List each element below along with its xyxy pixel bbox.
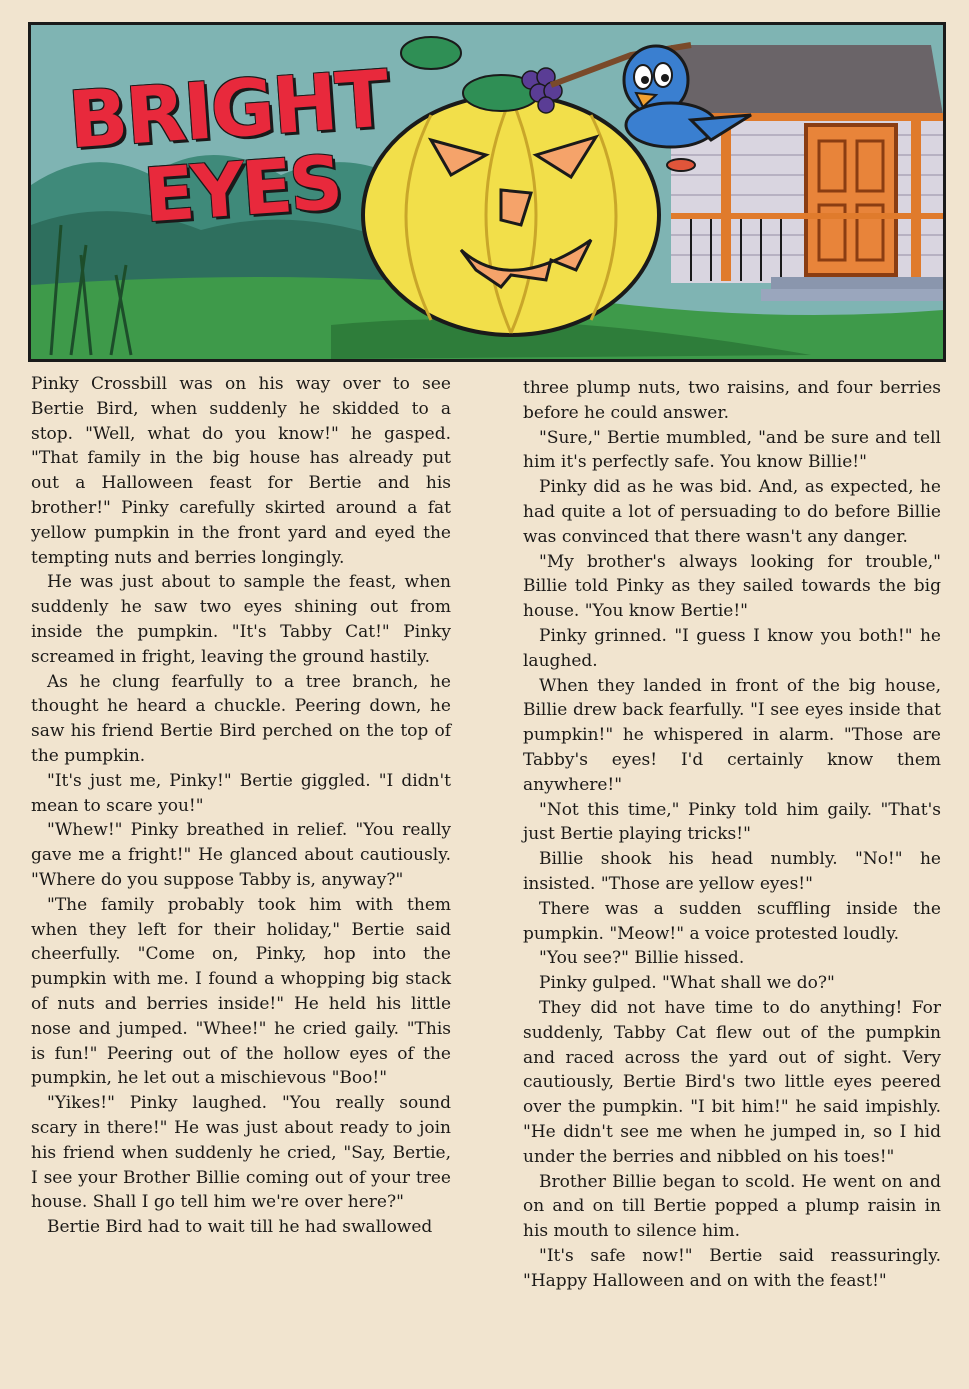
story-title [65,54,406,240]
paragraph: Brother Billie began to scold. He went on and on and on till Bertie popped a plump raisin in his mouth to silence him. [523,1171,941,1242]
paragraph: "The family probably took him with them when they left for their holiday," Bertie said cheerfully. "Come on, Pinky, hop into the pumpkin with me. I found a whopping big stack of nuts and berries inside!" He held his little nose and jumped. "Whee!" he cried gaily. "This is fun!" Peering out of the hollow eyes of the pumpkin, he let out a mischievous "Boo!" [31,894,451,1089]
paragraph: "Yikes!" Pinky laughed. "You really sound scary in there!" He was just about ready to join his friend when suddenly he cried, "Say, Bertie, I see your Brother Billie coming out of your tree house. Shall I go tell him we're over here?" [31,1093,451,1213]
paragraph: "It's safe now!" Bertie said reassuringly. "Happy Halloween and on with the feast!" [523,1245,941,1291]
paragraph: As he clung fearfully to a tree branch, he thought he heard a chuckle. Peering down, he saw his friend Bertie Bird perched on the top of the pumpkin. [31,671,451,766]
paragraph: "My brother's always looking for trouble," Billie told Pinky as they sailed towards the big house. "You know Bertie!" [523,551,941,622]
paragraph: Bertie Bird had to wait till he had swallowed [47,1217,433,1238]
paragraph: He was just about to sample the feast, when suddenly he saw two eyes shining out from inside the pumpkin. "It's Tabby Cat!" Pinky screamed in fright, leaving the ground hastily. [31,572,451,667]
paragraph: Pinky grinned. "I guess I know you both!" he laughed. [523,625,941,671]
paragraph: "You see?" Billie hissed. [539,948,745,969]
paragraph: Pinky did as he was bid. And, as expected, he had quite a lot of persuading to do before Billie was convinced that there wasn't any danger. [523,477,941,547]
paragraph: They did not have time to do anything! For suddenly, Tabby Cat flew out of the pumpkin and raced across the yard out of sight. Very cautiously, Bertie Bird's two little eyes peered over the pumpkin. "I bit him!" he said impishly. "He didn't see me when he jumped in, so I hid under the berries and nibbled on his toes!" [523,997,941,1167]
paragraph: There was a sudden scuffling inside the pumpkin. "Meow!" a voice protested loudly. [523,898,941,944]
story-column-right [523,376,941,1293]
paragraph: Pinky gulped. "What shall we do?" [539,973,835,994]
story-column-left [31,372,451,1240]
paragraph: "It's just me, Pinky!" Bertie giggled. "I didn't mean to scare you!" [31,770,451,816]
illustration-panel [28,22,946,362]
paragraph: three plump nuts, two raisins, and four berries before he could answer. [523,378,941,423]
paragraph: "Not this time," Pinky told him gaily. "That's just Bertie playing tricks!" [523,799,941,845]
paragraph: Pinky Crossbill was on his way over to see Bertie Bird, when suddenly he skidded to a stop. "Well, what do you know!" he gasped. "That family in the big house has already put out a Halloween feast for Bertie and his brother!" Pinky carefully skirted around a fat yellow pumpkin in the front yard and eyed the tempting nuts and berries longingly. [31,374,451,568]
paragraph: When they landed in front of the big house, Billie drew back fearfully. "I see eyes inside that pumpkin!" he whispered in alarm. "Those are Tabby's eyes! I'd certainly know them anywhere!" [523,675,941,795]
paragraph: "Whew!" Pinky breathed in relief. "You really gave me a fright!" He glanced about cautiously. "Where do you suppose Tabby is, anyway?" [31,820,451,890]
paragraph: Billie shook his head numbly. "No!" he insisted. "Those are yellow eyes!" [523,849,941,894]
paragraph: "Sure," Bertie mumbled, "and be sure and tell him it's perfectly safe. You know Billie!" [523,427,941,473]
title-word-bright: BRIGHT [65,54,391,167]
title-word-eyes: EYES [141,139,343,240]
